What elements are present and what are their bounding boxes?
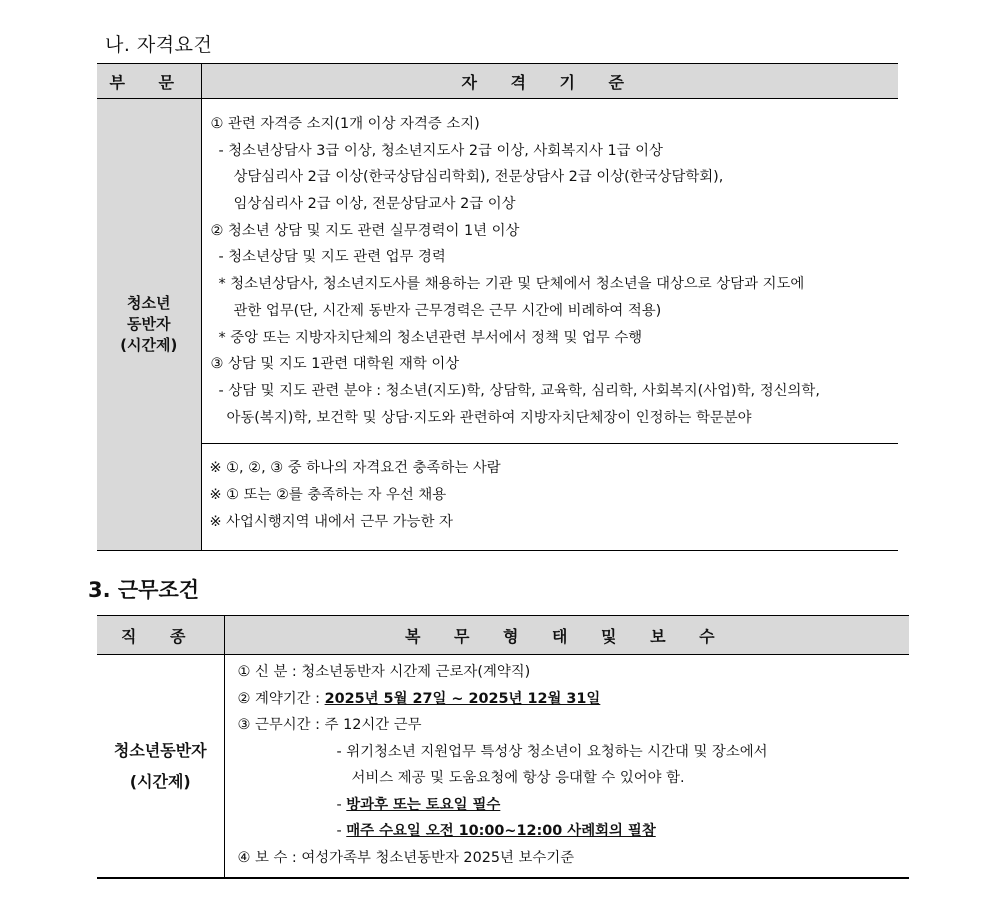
hours-requirement-row: - 매주 수요일 오전 10:00~12:00 사례회의 필참 — [336, 823, 656, 839]
requirement-line: ③ 상담 및 지도 1관련 대학원 재학 이상 — [210, 356, 460, 373]
job-cell — [97, 655, 224, 879]
job-line: 청소년동반자 — [113, 741, 207, 760]
hours-requirement: 매주 수요일 오전 10:00~12:00 사례회의 필참 — [346, 823, 656, 839]
hours-label: ③ 근무시간 : — [237, 717, 321, 733]
header-terms: 복 무 형 태 및 보 수 — [224, 616, 909, 655]
requirements-cell — [201, 99, 898, 444]
hours-detail-line: 서비스 제공 및 도움요청에 항상 응대할 수 있어야 함. — [351, 770, 685, 786]
requirement-line: 아동(복지)학, 보건학 및 상담·지도와 관련하여 지방자치단체장이 인정하는 학문분야 — [226, 409, 752, 426]
requirement-line: - 청소년상담사 3급 이상, 청소년지도사 2급 이상, 사회복지사 1급 이상 — [218, 142, 663, 159]
header-department: 부 문 — [97, 64, 201, 99]
requirement-line: ① 관련 자격증 소지(1개 이상 자격증 소지) — [210, 116, 480, 132]
section-title-work-conditions: 3. 근무조건 — [88, 578, 200, 602]
pay-value: 여성가족부 청소년동반자 2025년 보수기준 — [301, 849, 575, 866]
notes-cell — [201, 444, 898, 551]
category-line: 청소년 — [127, 294, 171, 313]
requirement-line: 상담심리사 2급 이상(한국상담심리학회), 전문상담사 2급 이상(한국상담학회), — [233, 169, 724, 186]
section-title-qualifications: 나. 자격요건 — [105, 34, 213, 56]
status-label: ① 신 분 : — [237, 664, 297, 680]
work-conditions-table — [97, 615, 909, 879]
requirement-line: 관한 업무(단, 시간제 동반자 근무경력은 근무 시간에 비례하여 적용) — [233, 302, 662, 319]
category-cell — [97, 99, 201, 551]
hours-row — [238, 712, 910, 739]
category-line: (시간제) — [120, 336, 178, 355]
requirement-line: ② 청소년 상담 및 지도 관련 실무경력이 1년 이상 — [210, 222, 520, 239]
note-line: ※ 사업시행지역 내에서 근무 가능한 자 — [209, 514, 453, 531]
job-line: (시간제) — [129, 772, 191, 791]
hours-requirement-row: - 방과후 또는 토요일 필수 — [336, 796, 501, 813]
hours-detail-line: - 위기청소년 지원업무 특성상 청소년이 요청하는 시간대 및 장소에서 — [336, 743, 768, 760]
requirement-line: - 청소년상담 및 지도 관련 업무 경력 — [218, 249, 446, 266]
period-label: ② 계약기간 : — [237, 690, 321, 707]
requirement-line: * 청소년상담사, 청소년지도사를 채용하는 기관 및 단체에서 청소년을 대상으로 상담과 지도에 — [218, 276, 805, 293]
hours-value: 주 12시간 근무 — [324, 717, 422, 733]
status-row — [238, 659, 910, 686]
header-criteria: 자 격 기 준 — [201, 64, 898, 99]
period-value: 2025년 5월 27일 ~ 2025년 12월 31일 — [324, 690, 601, 707]
pay-label: ④ 보 수 : — [237, 849, 297, 866]
hours-requirement: 방과후 또는 토요일 필수 — [346, 796, 501, 813]
header-job: 직 종 — [97, 616, 224, 655]
status-value: 청소년동반자 시간제 근로자(계약직) — [301, 664, 531, 680]
period-row — [238, 686, 910, 713]
category-line: 동반자 — [127, 315, 171, 334]
qualifications-table — [97, 63, 898, 551]
pay-row — [238, 845, 910, 872]
requirement-line: * 중앙 또는 지방자치단체의 청소년관련 부서에서 정책 및 업무 수행 — [218, 329, 643, 346]
requirement-line: 임상심리사 2급 이상, 전문상담교사 2급 이상 — [233, 196, 516, 213]
terms-cell — [224, 655, 909, 879]
note-line: ※ ①, ②, ③ 중 하나의 자격요건 충족하는 사람 — [209, 460, 501, 477]
note-line: ※ ① 또는 ②를 충족하는 자 우선 채용 — [209, 487, 447, 504]
requirement-line: - 상담 및 지도 관련 분야 : 청소년(지도)학, 상담학, 교육학, 심리학, 사회복지(사업)학, 정신의학, — [218, 382, 820, 399]
